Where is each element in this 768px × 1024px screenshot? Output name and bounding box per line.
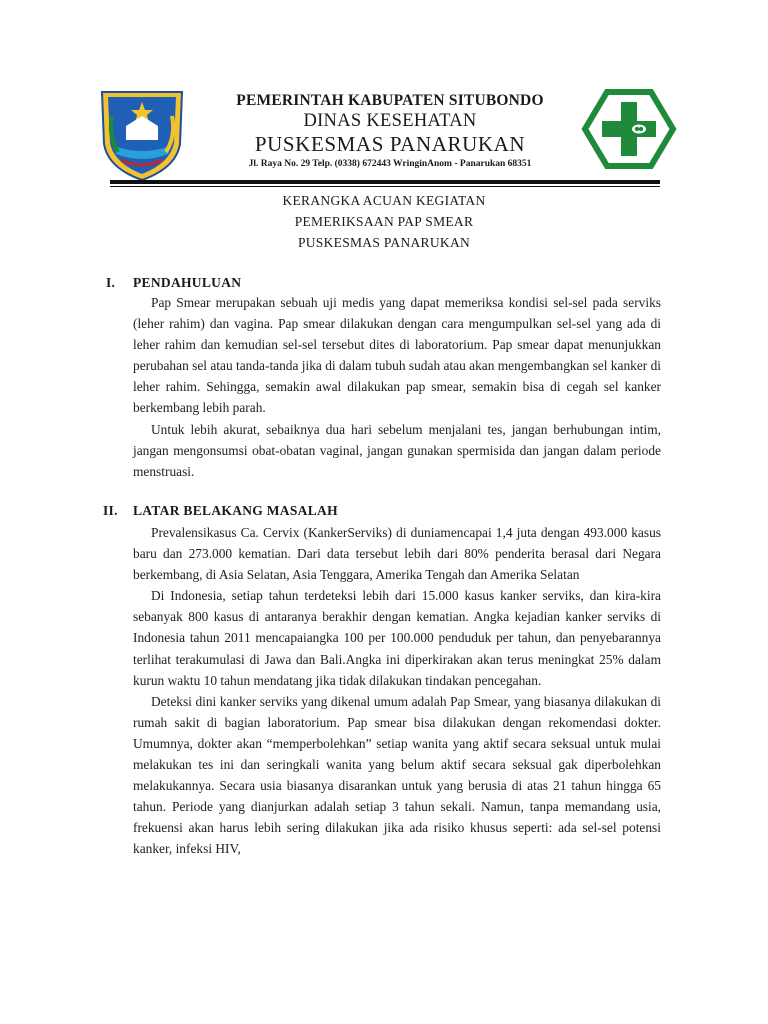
title-line-2: PEMERIKSAAN PAP SMEAR: [294, 214, 474, 229]
letterhead-divider-thick: [110, 180, 660, 184]
document-title: [0, 190, 768, 253]
address-line: Jl. Raya No. 29 Telp. (0338) 672443 WringinAnom - Panarukan 68351: [248, 159, 532, 169]
paragraph: Pap Smear merupakan sebuah uji medis yang dapat memeriksa kondisi sel-sel pada serviks (leher rahim) dan vagina. Pap smear dilakukan dengan cara mengumpulkan sel-sel yang ada di leher rahim dan kemudian sel-sel tersebut dites di laboratorium. Pap smear dapat menunjukkan perubahan sel atau tanda-tanda jika di dalam tubuh sudah atau akan mengembangkan sel kanker di leher rahim. Sehingga, semakin awal dilakukan pap smear, semakin bisa di cegah sel kanker berkembang lebih parah.: [133, 295, 661, 416]
letterhead-divider-thin: [110, 186, 660, 187]
puskesmas-cross-logo: [581, 88, 677, 170]
title-line-3: PUSKESMAS PANARUKAN: [297, 235, 471, 250]
section-heading-2: [0, 503, 768, 523]
regency-emblem-logo: [96, 86, 188, 182]
paragraph: Prevalensikasus Ca. Cervix (KankerServiks) di duniamencapai 1,4 juta dengan 493.000 kasus baru dan 273.000 kematian. Dari data tersebut lebih dari 80% penderita berasal dari Negara berkembang, di Asia Selatan, Asia Tenggara, Amerika Tengah dan Amerika Selatan: [133, 525, 661, 583]
section-title: LATAR BELAKANG MASALAH: [133, 503, 338, 518]
letterhead: [200, 92, 580, 169]
paragraph: Di Indonesia, setiap tahun terdeteksi lebih dari 15.000 kasus kanker serviks, dan kira-kira sebanyak 800 kasus di antaranya berakhir dengan kematian. Angka kejadian kanker serviks di Indonesia tahun 2011 mencapaiangka 100 per 100.000 penduduk per tahun, dan penyebarannya terlihat terakumulasi di Jawa dan Bali.Angka ini diperkirakan akan terus meningkat 25% dalam kurun waktu 10 tahun mendatang jika tidak dilakukan tindakan pencegahan.: [133, 588, 661, 688]
department-name: DINAS KESEHATAN: [303, 111, 477, 131]
section-body-2: [133, 522, 661, 860]
section-title: PENDAHULUAN: [133, 275, 242, 290]
government-name: PEMERINTAH KABUPATEN SITUBONDO: [236, 92, 544, 109]
paragraph: Untuk lebih akurat, sebaiknya dua hari sebelum menjalani tes, jangan berhubungan intim, jangan mengonsumsi obat-obatan vaginal, jangan gunakan spermisida dan jangan dalam periode menstruasi.: [133, 421, 661, 479]
section-number: I.: [106, 275, 116, 290]
section-number: II.: [103, 503, 118, 518]
paragraph: Deteksi dini kanker serviks yang dikenal umum adalah Pap Smear, yang biasanya dilakukan di rumah sakit di bagian laboratorium. Pap smear bisa dilakukan dengan rekomendasi dokter. Umumnya, dokter akan “memperbolehkan” setiap wanita yang aktif secara seksual untuk mulai melakukan tes ini dan seringkali wanita yang belum aktif secara seksual gak diperbolehkan melakukannya. Secara usia biasanya disarankan untuk yang berusia di atas 21 tahun hingga 65 tahun. Periode yang dianjurkan adalah setiap 3 tahun sekali. Namun, tanpa memandang usia, frekuensi akan harus lebih sering dilakukan jika ada risiko khusus seperti: ada sel-sel potensi kanker, infeksi HIV,: [133, 693, 661, 857]
title-line-1: KERANGKA ACUAN KEGIATAN: [282, 193, 486, 208]
section-body-1: [133, 292, 661, 482]
puskesmas-name: PUSKESMAS PANARUKAN: [254, 132, 526, 156]
